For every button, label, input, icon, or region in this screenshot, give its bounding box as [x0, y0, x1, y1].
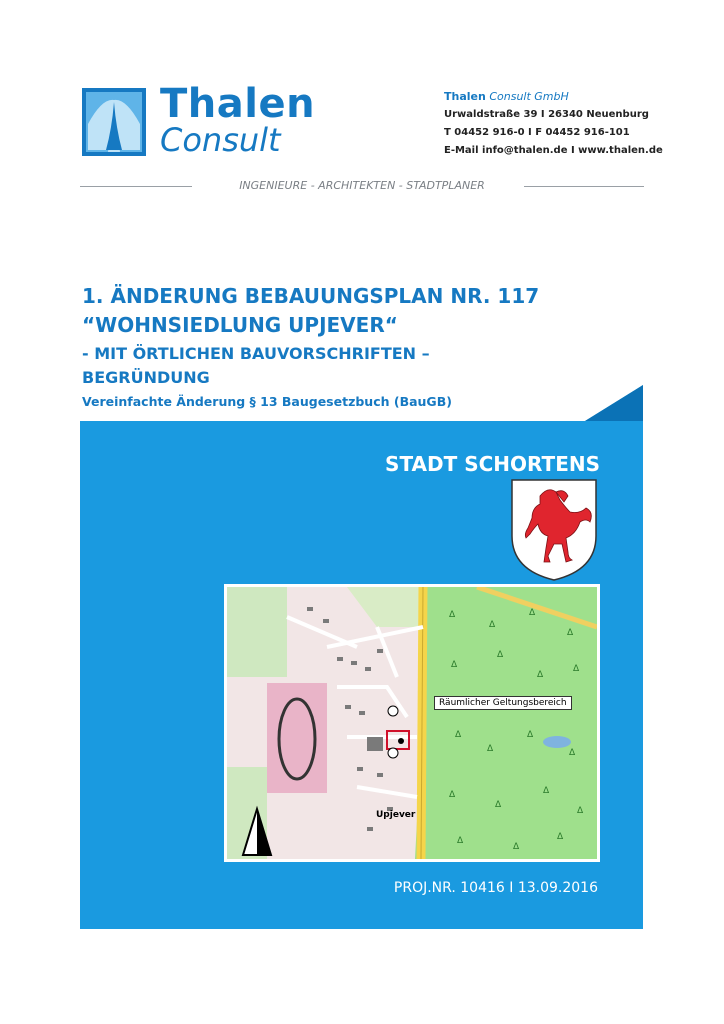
company-address-block — [444, 88, 663, 160]
subtitle-line-2: BEGRÜNDUNG — [82, 368, 210, 387]
company-phone: T 04452 916-0 I F 04452 916-101 — [444, 127, 630, 138]
title-line-2: “WOHNSIEDLUNG UPJEVER“ — [82, 313, 398, 337]
title-line-1: 1. ÄNDERUNG BEBAUUNGSPLAN NR. 117 — [82, 284, 540, 308]
svg-text:Δ: Δ — [557, 832, 564, 842]
company-email: E-Mail info@thalen.de I www.thalen.de — [444, 145, 663, 156]
svg-text:Δ: Δ — [537, 670, 544, 680]
svg-text:Δ: Δ — [513, 842, 520, 852]
company-address: Urwaldstraße 39 I 26340 Neuenburg — [444, 109, 649, 120]
subtitle-line-1: - MIT ÖRTLICHEN BAUVORSCHRIFTEN – — [82, 344, 430, 363]
svg-text:Δ: Δ — [451, 660, 458, 670]
brand-name: Thalen — [160, 81, 316, 127]
svg-text:Δ: Δ — [543, 786, 550, 796]
document-title — [82, 282, 539, 340]
divider-right — [524, 186, 644, 187]
divider-left — [80, 186, 192, 187]
svg-text:Δ: Δ — [487, 744, 494, 754]
svg-text:Δ: Δ — [529, 608, 536, 618]
project-number: PROJ.NR. 10416 I 13.09.2016 — [393, 880, 598, 896]
svg-text:Δ: Δ — [489, 620, 496, 630]
tagline: INGENIEURE - ARCHITEKTEN - STADTPLANER — [239, 179, 485, 192]
svg-text:Δ: Δ — [569, 748, 576, 758]
thalen-logo-icon — [82, 88, 146, 156]
svg-text:Δ: Δ — [497, 650, 504, 660]
map-place-label: Upjever — [376, 810, 416, 820]
svg-text:Δ: Δ — [449, 610, 456, 620]
brand-subname: Consult — [160, 121, 281, 159]
svg-text:Δ: Δ — [573, 664, 580, 674]
coat-of-arms-horse-icon — [510, 478, 598, 582]
svg-text:Δ: Δ — [577, 806, 584, 816]
svg-text:Δ: Δ — [567, 628, 574, 638]
map-area-label: Räumlicher Geltungsbereich — [434, 696, 572, 710]
city-name: STADT SCHORTENS — [385, 452, 600, 476]
procedure-note: Vereinfachte Änderung § 13 Baugesetzbuch (BauGB) — [82, 394, 452, 409]
document-subtitle — [82, 342, 430, 390]
svg-text:Δ: Δ — [457, 836, 464, 846]
svg-text:Δ: Δ — [449, 790, 456, 800]
svg-text:Δ: Δ — [495, 800, 502, 810]
svg-text:Δ: Δ — [527, 730, 534, 740]
company-name: Thalen Consult GmbH — [444, 90, 569, 103]
svg-text:Δ: Δ — [455, 730, 462, 740]
location-map — [224, 584, 600, 862]
